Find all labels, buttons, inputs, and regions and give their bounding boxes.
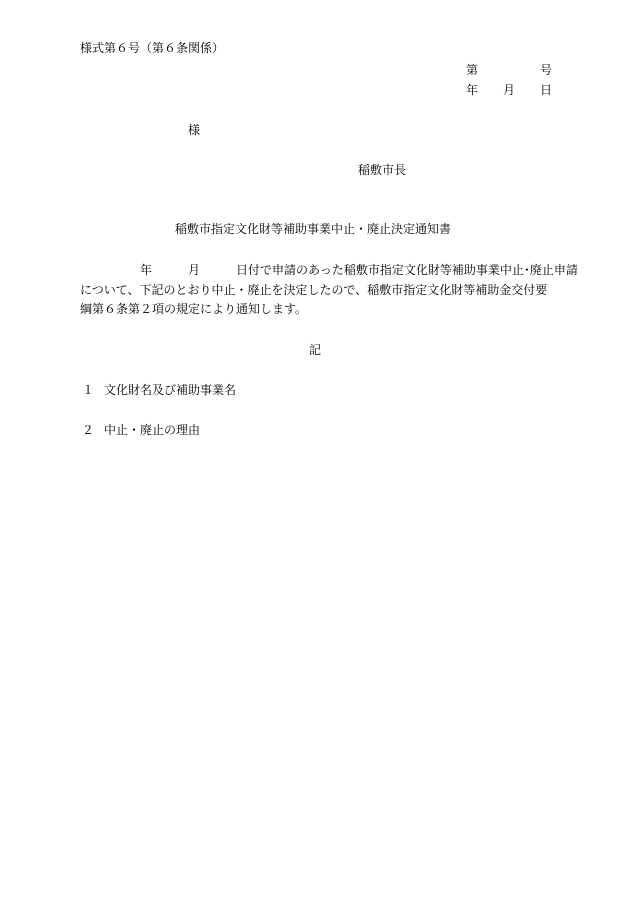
form-number: 様式第６号（第６条関係） (80, 41, 225, 55)
document-number-prefix: 第 (466, 63, 479, 77)
document-number-suffix: 号 (540, 63, 553, 77)
list-item-label: 中止・廃止の理由 (104, 423, 201, 437)
addressee-suffix: 様 (188, 123, 201, 137)
body-text-line: について、下記のとおり中止・廃止を決定したので、稲敷市指定文化財等補助金交付要 (80, 283, 548, 297)
date-day-label: 日 (540, 83, 553, 97)
document-title: 稲敷市指定文化財等補助事業中止・廃止決定通知書 (175, 222, 452, 236)
issuer-name: 稲敷市長 (358, 163, 407, 177)
body-text-line: 綱第６条第２項の規定により通知します。 (80, 302, 308, 316)
ki-heading: 記 (309, 343, 322, 357)
body-text-line: 年 月 日付で申請のあった稲敷市指定文化財等補助事業中止･廃止申請 (80, 263, 578, 277)
date-month-label: 月 (503, 83, 516, 97)
list-item-number: ２ (82, 423, 95, 437)
list-item-number: １ (82, 383, 95, 397)
list-item-label: 文化財名及び補助事業名 (104, 383, 237, 397)
date-year-label: 年 (466, 83, 479, 97)
